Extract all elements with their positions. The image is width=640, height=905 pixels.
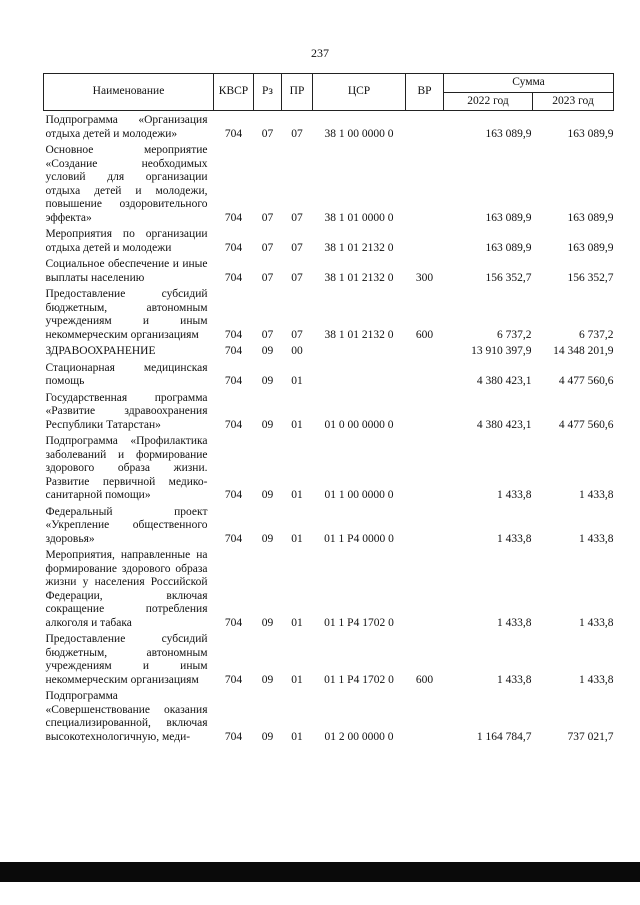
cell-2022: 4 380 423,1 <box>476 375 532 387</box>
cell-vr <box>406 111 444 142</box>
cell-2023: 156 352,7 <box>567 271 614 284</box>
cell-kvsr: 704 <box>224 328 243 341</box>
table-row <box>44 359 614 389</box>
table-row <box>44 285 614 342</box>
cell-kvsr: 704 <box>224 375 243 387</box>
cell-csr: 38 1 01 2132 0 <box>324 271 394 284</box>
cell-name: Подпрограмма «Организация отдыха детей и молодежи» <box>45 114 208 140</box>
cell-kvsr: 704 <box>224 345 243 357</box>
cell-csr: 38 1 01 2132 0 <box>324 241 394 254</box>
table-body <box>44 111 614 745</box>
cell-pr: 01 <box>291 489 303 501</box>
cell-kvsr: 704 <box>224 127 243 140</box>
cell-name: Федеральный проект «Укрепление общественного здоровья» <box>45 505 208 545</box>
scan-bottom-edge <box>0 862 640 882</box>
header-year-2023: 2023 год <box>533 92 614 111</box>
cell-name: Предоставление субсидий бюджетным, автономным учреждениям и иным некоммерческим организациям <box>45 288 208 341</box>
cell-2022: 163 089,9 <box>485 127 532 140</box>
cell-rz: 09 <box>261 616 274 629</box>
cell-name: Предоставление субсидий бюджетным, автономным учреждениям и иным некоммерческим организациям <box>45 633 208 686</box>
cell-pr: 07 <box>291 127 303 140</box>
cell-name: Государственная программа «Развитие здравоохранения Республики Татарстан» <box>45 391 208 431</box>
header-csr: ЦСР <box>313 74 406 111</box>
header-kvsr: КВСР <box>214 74 254 111</box>
cell-kvsr: 704 <box>224 532 243 545</box>
cell-rz: 07 <box>261 211 274 224</box>
table-row <box>44 389 614 433</box>
cell-csr: 38 1 00 0000 0 <box>324 127 394 140</box>
cell-csr: 38 1 01 0000 0 <box>324 211 394 224</box>
cell-rz: 07 <box>261 328 274 341</box>
cell-rz: 07 <box>261 271 274 284</box>
header-rz: Рз <box>254 74 282 111</box>
cell-2023: 163 089,9 <box>567 127 614 140</box>
cell-vr: 600 <box>415 328 434 341</box>
table-row <box>44 111 614 142</box>
header-pr: ПР <box>282 74 313 111</box>
cell-2022: 1 433,8 <box>497 532 532 545</box>
cell-vr <box>406 687 444 744</box>
header-year-2022: 2022 год <box>444 92 533 111</box>
cell-2022: 156 352,7 <box>485 271 532 284</box>
cell-2022: 4 380 423,1 <box>476 418 532 431</box>
cell-2023: 1 433,8 <box>579 489 614 501</box>
table-header <box>44 74 614 111</box>
cell-2023: 14 348 201,9 <box>553 345 614 357</box>
cell-pr: 07 <box>291 328 303 341</box>
header-name: Наименование <box>44 74 214 111</box>
cell-name: Основное мероприятие «Создание необходимых условий для организации отдыха детей и молодежи, повышение оздоровительного эффекта» <box>45 144 208 224</box>
cell-csr: 01 1 P4 1702 0 <box>324 616 394 629</box>
table-row <box>44 687 614 744</box>
cell-name: Подпрограмма «Совершенствование оказания специализированной, включая высокотехнологичную, меди- <box>45 690 208 743</box>
cell-name: Социальное обеспечение и иные выплаты населению <box>45 258 208 284</box>
cell-2023: 1 433,8 <box>579 616 614 629</box>
cell-name: Мероприятия, направленные на формирование здорового образа жизни у населения Российской Федерации, включая сокращение потребления алкоголя и табака <box>45 549 208 629</box>
cell-2022: 1 433,8 <box>497 616 532 629</box>
cell-vr: 600 <box>415 673 434 686</box>
cell-kvsr: 704 <box>224 211 243 224</box>
page-number: 237 <box>311 46 329 60</box>
cell-vr: 300 <box>415 271 434 284</box>
cell-csr: 01 1 00 0000 0 <box>324 489 394 501</box>
cell-rz: 09 <box>261 489 274 501</box>
cell-2023: 4 477 560,6 <box>558 375 614 387</box>
cell-pr: 07 <box>291 271 303 284</box>
cell-rz: 09 <box>261 375 274 387</box>
cell-2022: 163 089,9 <box>485 211 532 224</box>
table-row <box>44 630 614 687</box>
cell-name: Стационарная медицинская помощь <box>45 361 208 387</box>
cell-2022: 163 089,9 <box>485 241 532 254</box>
table-row <box>44 255 614 285</box>
cell-2022: 1 433,8 <box>497 489 532 501</box>
table-row <box>44 342 614 359</box>
cell-csr <box>313 359 406 389</box>
cell-rz: 07 <box>261 241 274 254</box>
cell-pr: 01 <box>291 673 303 686</box>
cell-2022: 6 737,2 <box>497 328 532 341</box>
cell-vr <box>406 546 444 630</box>
cell-kvsr: 704 <box>224 418 243 431</box>
cell-2023: 163 089,9 <box>567 211 614 224</box>
cell-csr: 01 2 00 0000 0 <box>324 730 394 743</box>
cell-csr: 38 1 01 2132 0 <box>324 328 394 341</box>
cell-vr <box>406 389 444 433</box>
cell-csr: 01 1 P4 0000 0 <box>324 532 394 545</box>
cell-kvsr: 704 <box>224 241 243 254</box>
cell-pr: 01 <box>291 375 303 387</box>
cell-csr: 01 1 P4 1702 0 <box>324 673 394 686</box>
cell-2023: 163 089,9 <box>567 241 614 254</box>
cell-rz: 09 <box>261 730 274 743</box>
cell-2023: 1 433,8 <box>579 532 614 545</box>
cell-name: ЗДРАВООХРАНЕНИЕ <box>45 345 156 357</box>
header-sum: Сумма <box>444 74 614 93</box>
cell-pr: 07 <box>291 211 303 224</box>
cell-kvsr: 704 <box>224 673 243 686</box>
cell-vr <box>406 432 444 503</box>
cell-rz: 09 <box>261 418 274 431</box>
cell-2023: 1 433,8 <box>579 673 614 686</box>
cell-2022: 13 910 397,9 <box>471 345 532 357</box>
cell-2022: 1 164 784,7 <box>476 730 532 743</box>
cell-vr <box>406 342 444 359</box>
cell-name: Подпрограмма «Профилактика заболеваний и формирование здорового образа жизни. Развитие первичной медико-санитарной помощи» <box>45 435 208 501</box>
table-row <box>44 503 614 547</box>
cell-pr: 07 <box>291 241 303 254</box>
cell-pr: 00 <box>291 345 303 357</box>
cell-kvsr: 704 <box>224 616 243 629</box>
table-row <box>44 546 614 630</box>
cell-2023: 4 477 560,6 <box>558 418 614 431</box>
cell-2022: 1 433,8 <box>497 673 532 686</box>
cell-vr <box>406 503 444 547</box>
cell-vr <box>406 359 444 389</box>
header-vr: ВР <box>406 74 444 111</box>
cell-rz: 09 <box>261 345 274 357</box>
cell-rz: 07 <box>261 127 274 140</box>
table-row <box>44 432 614 503</box>
cell-vr <box>406 225 444 255</box>
cell-kvsr: 704 <box>224 271 243 284</box>
cell-pr: 01 <box>291 616 303 629</box>
cell-pr: 01 <box>291 418 303 431</box>
cell-rz: 09 <box>261 532 274 545</box>
cell-kvsr: 704 <box>224 730 243 743</box>
cell-name: Мероприятия по организации отдыха детей и молодежи <box>45 228 208 254</box>
table-row <box>44 141 614 225</box>
cell-csr: 01 0 00 0000 0 <box>324 418 394 431</box>
cell-vr <box>406 141 444 225</box>
cell-pr: 01 <box>291 730 303 743</box>
cell-2023: 737 021,7 <box>567 730 614 743</box>
cell-rz: 09 <box>261 673 274 686</box>
cell-pr: 01 <box>291 532 303 545</box>
table-row <box>44 225 614 255</box>
cell-2023: 6 737,2 <box>579 328 614 341</box>
cell-kvsr: 704 <box>224 489 243 501</box>
budget-table <box>43 73 614 744</box>
cell-csr <box>313 342 406 359</box>
